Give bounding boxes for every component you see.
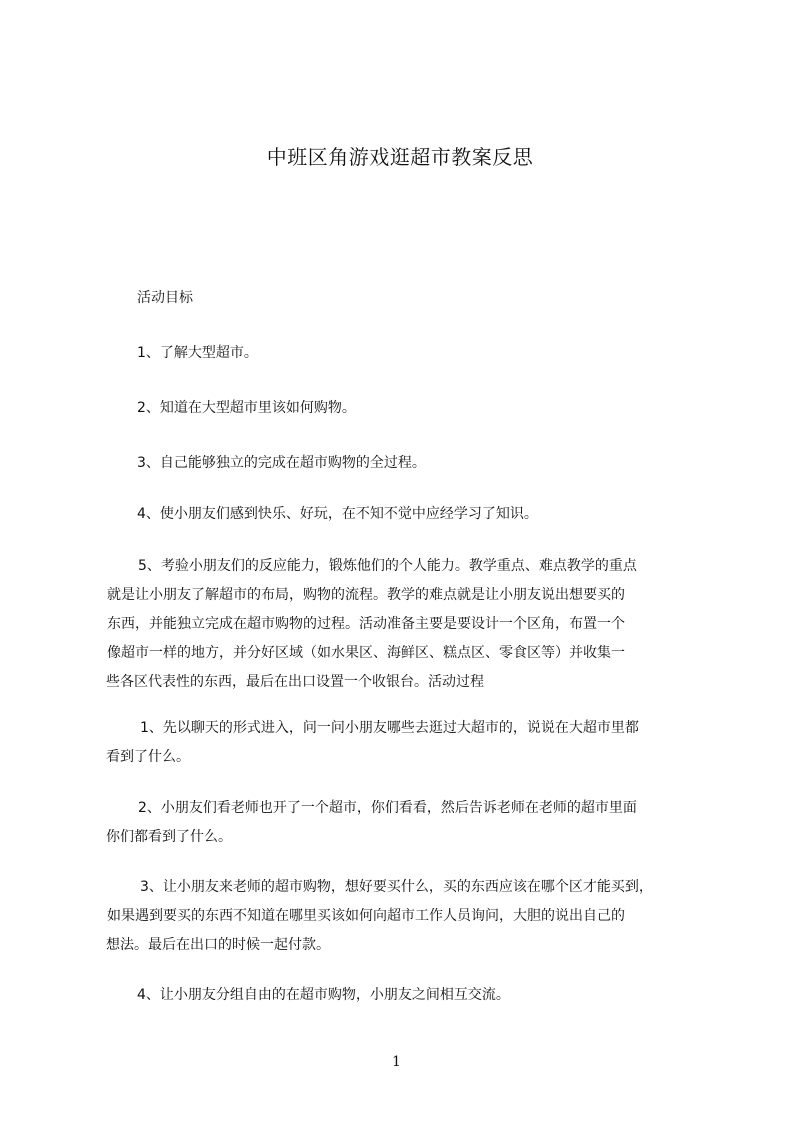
paragraph-line: 活动目标	[137, 290, 193, 306]
paragraph-line: 5、考验小朋友们的反应能力，锻炼他们的个人能力。教学重点、难点教学的重点	[138, 558, 637, 574]
paragraph-line: 4、使小朋友们感到快乐、好玩，在不知不觉中应经学习了知识。	[137, 506, 538, 522]
paragraph-line: 东西，并能独立完成在超市购物的过程。活动准备主要是要设计一个区角，布置一个	[107, 616, 625, 632]
paragraph-line: 2、知道在大型超市里该如何购物。	[137, 400, 356, 416]
paragraph-line: 想法。最后在出口的时候一起付款。	[106, 937, 330, 953]
paragraph-line: 如果遇到要买的东西不知道在哪里买该如何向超市工作人员询问，大胆的说出自己的	[107, 908, 625, 924]
paragraph-line: 就是让小朋友了解超市的布局，购物的流程。教学的难点就是让小朋友说出想要买的	[107, 587, 625, 603]
paragraph-process-3	[106, 873, 710, 960]
paragraph-line: 1、先以聊天的形式进入，问一问小朋友哪些去逛过大超市的，说说在大超市里都	[140, 720, 639, 736]
paragraph-activity-goals	[106, 284, 710, 313]
paragraph-line: 你们都看到了什么。	[106, 829, 232, 845]
paragraph-goal-3	[106, 449, 710, 478]
paragraph-goal-4	[106, 500, 710, 529]
paragraph-line: 些各区代表性的东西，最后在出口设置一个收银台。活动过程	[106, 674, 484, 690]
paragraph-line: 4、让小朋友分组自由的在超市购物，小朋友之间相互交流。	[137, 987, 510, 1003]
paragraph-process-4	[106, 981, 710, 1010]
paragraph-line: 1、了解大型超市。	[137, 345, 258, 361]
document-title: 中班区角游戏逛超市教案反思	[266, 145, 534, 169]
paragraph-goal-5	[106, 552, 710, 697]
paragraph-process-2	[106, 794, 710, 852]
paragraph-line: 3、让小朋友来老师的超市购物，想好要买什么，买的东西应该在哪个区才能买到，	[140, 879, 653, 895]
paragraph-goal-1	[106, 339, 710, 368]
paragraph-line: 3、自己能够独立的完成在超市购物的全过程。	[137, 455, 426, 471]
paragraph-line: 看到了什么。	[106, 749, 190, 765]
paragraph-line: 像超市一样的地方，并分好区域（如水果区、海鲜区、糕点区、零食区等）并收集一	[107, 645, 625, 661]
paragraph-line: 2、小朋友们看老师也开了一个超市，你们看看，然后告诉老师在老师的超市里面	[138, 800, 637, 816]
page-number: 1	[392, 1054, 401, 1070]
paragraph-process-1	[106, 714, 710, 772]
paragraph-goal-2	[106, 394, 710, 423]
